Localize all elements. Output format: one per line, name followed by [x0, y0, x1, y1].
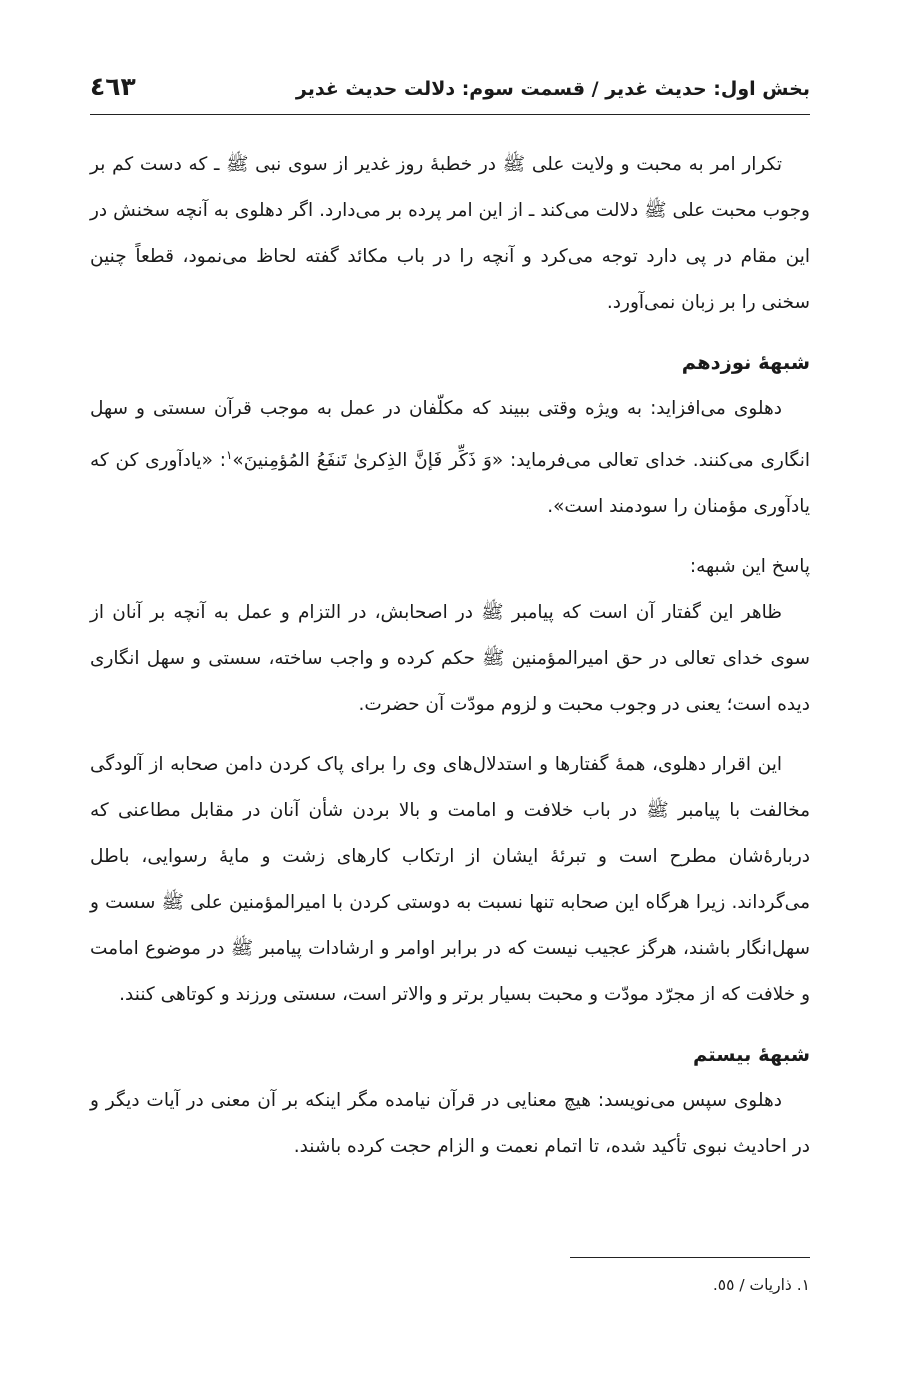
paragraph-4: این اقرار دهلوی، همهٔ گفتارها و استدلال‌های وی را برای پاک کردن دامن صحابه از آلودگی مخالفت با پیامبر ﷺ در باب خلافت و امامت و بالا بردن شأن آنان در مقابل مطاعنی که دربارهٔ‌شان مطرح است و تبرئهٔ ایشان از ارتکاب کارهای زشت و مایهٔ رسوایی، باطل می‌گرداند. زیرا هرگاه این صحابه تنها نسبت به دوستی کردن با امیرالمؤمنین علی ﷺ سست و سهل‌انگار باشند، هرگز عجیب نیست که در برابر اوامر و ارشادات پیامبر ﷺ در موضوع امامت و خلافت که از مجرّد مودّت و محبت بسیار برتر و والاتر است، سستی ورزند و کوتاهی کنند. [90, 754, 810, 1006]
running-header [90, 70, 810, 115]
section-heading-19: شبههٔ نوزدهم [681, 351, 810, 374]
paragraph-2-text: دهلوی می‌افزاید: به ویژه وقتی ببیند که مکلّفان در عمل به موجب قرآن سستی و سهل انگاری می‌کنند. خدای تعالی می‌فرماید: «وَ ذَكِّر فَإنَّ الذِكرىٰ تَنفَعُ المُؤمِنينَ» [90, 398, 810, 472]
paragraph-3: ظاهر این گفتار آن است که پیامبر ﷺ در اصحابش، در التزام و عمل به آنچه بر آنان از سوی خدای تعالی در حق امیرالمؤمنین ﷺ حکم کرده و واجب ساخته، سستی و سهل انگاری دیده است؛ یعنی در وجوب محبت و لزوم مودّت آن حضرت. [90, 602, 810, 716]
footnote-reference: ١ [225, 448, 233, 462]
running-title: بخش اول: حدیث غدیر / قسمت سوم: دلالت حدیث غدیر [295, 78, 810, 100]
footnote-divider [570, 1257, 810, 1258]
paragraph-5: دهلوی سپس می‌نویسد: هیچ معنایی در قرآن نیامده مگر اینکه بر آن معنی در آیات دیگر و در احادیث نبوی تأکید شده، تا اتمام نعمت و الزام حجت کرده باشند. [90, 1090, 810, 1158]
section-heading-20: شبههٔ بیستم [693, 1043, 810, 1067]
paragraph-2-tail: : «یادآوری کن که یادآوری مؤمنان را سودمند است». [90, 450, 810, 518]
footnote-1: ١. ذاریات / ٥٥. [712, 1276, 810, 1294]
answer-label: پاسخ این شبهه: [689, 556, 810, 578]
paragraph-2 [90, 386, 810, 530]
page-body [90, 142, 810, 1170]
page-number: ٤٦٣ [90, 72, 136, 101]
book-page [90, 0, 810, 1390]
paragraph-1: تکرار امر به محبت و ولایت علی ﷺ در خطبهٔ روز غدیر از سوی نبی ﷺ ـ که دست کم بر وجوب محبت علی ﷺ دلالت می‌کند ـ از این امر پرده بر می‌دارد. اگر دهلوی به آنچه سخنش در این مقام در پی دارد توجه می‌کرد و آنچه را در باب مکائد گفته لحاظ می‌نمود، قطعاً چنین سخنی را بر زبان نمی‌آورد. [90, 154, 810, 313]
